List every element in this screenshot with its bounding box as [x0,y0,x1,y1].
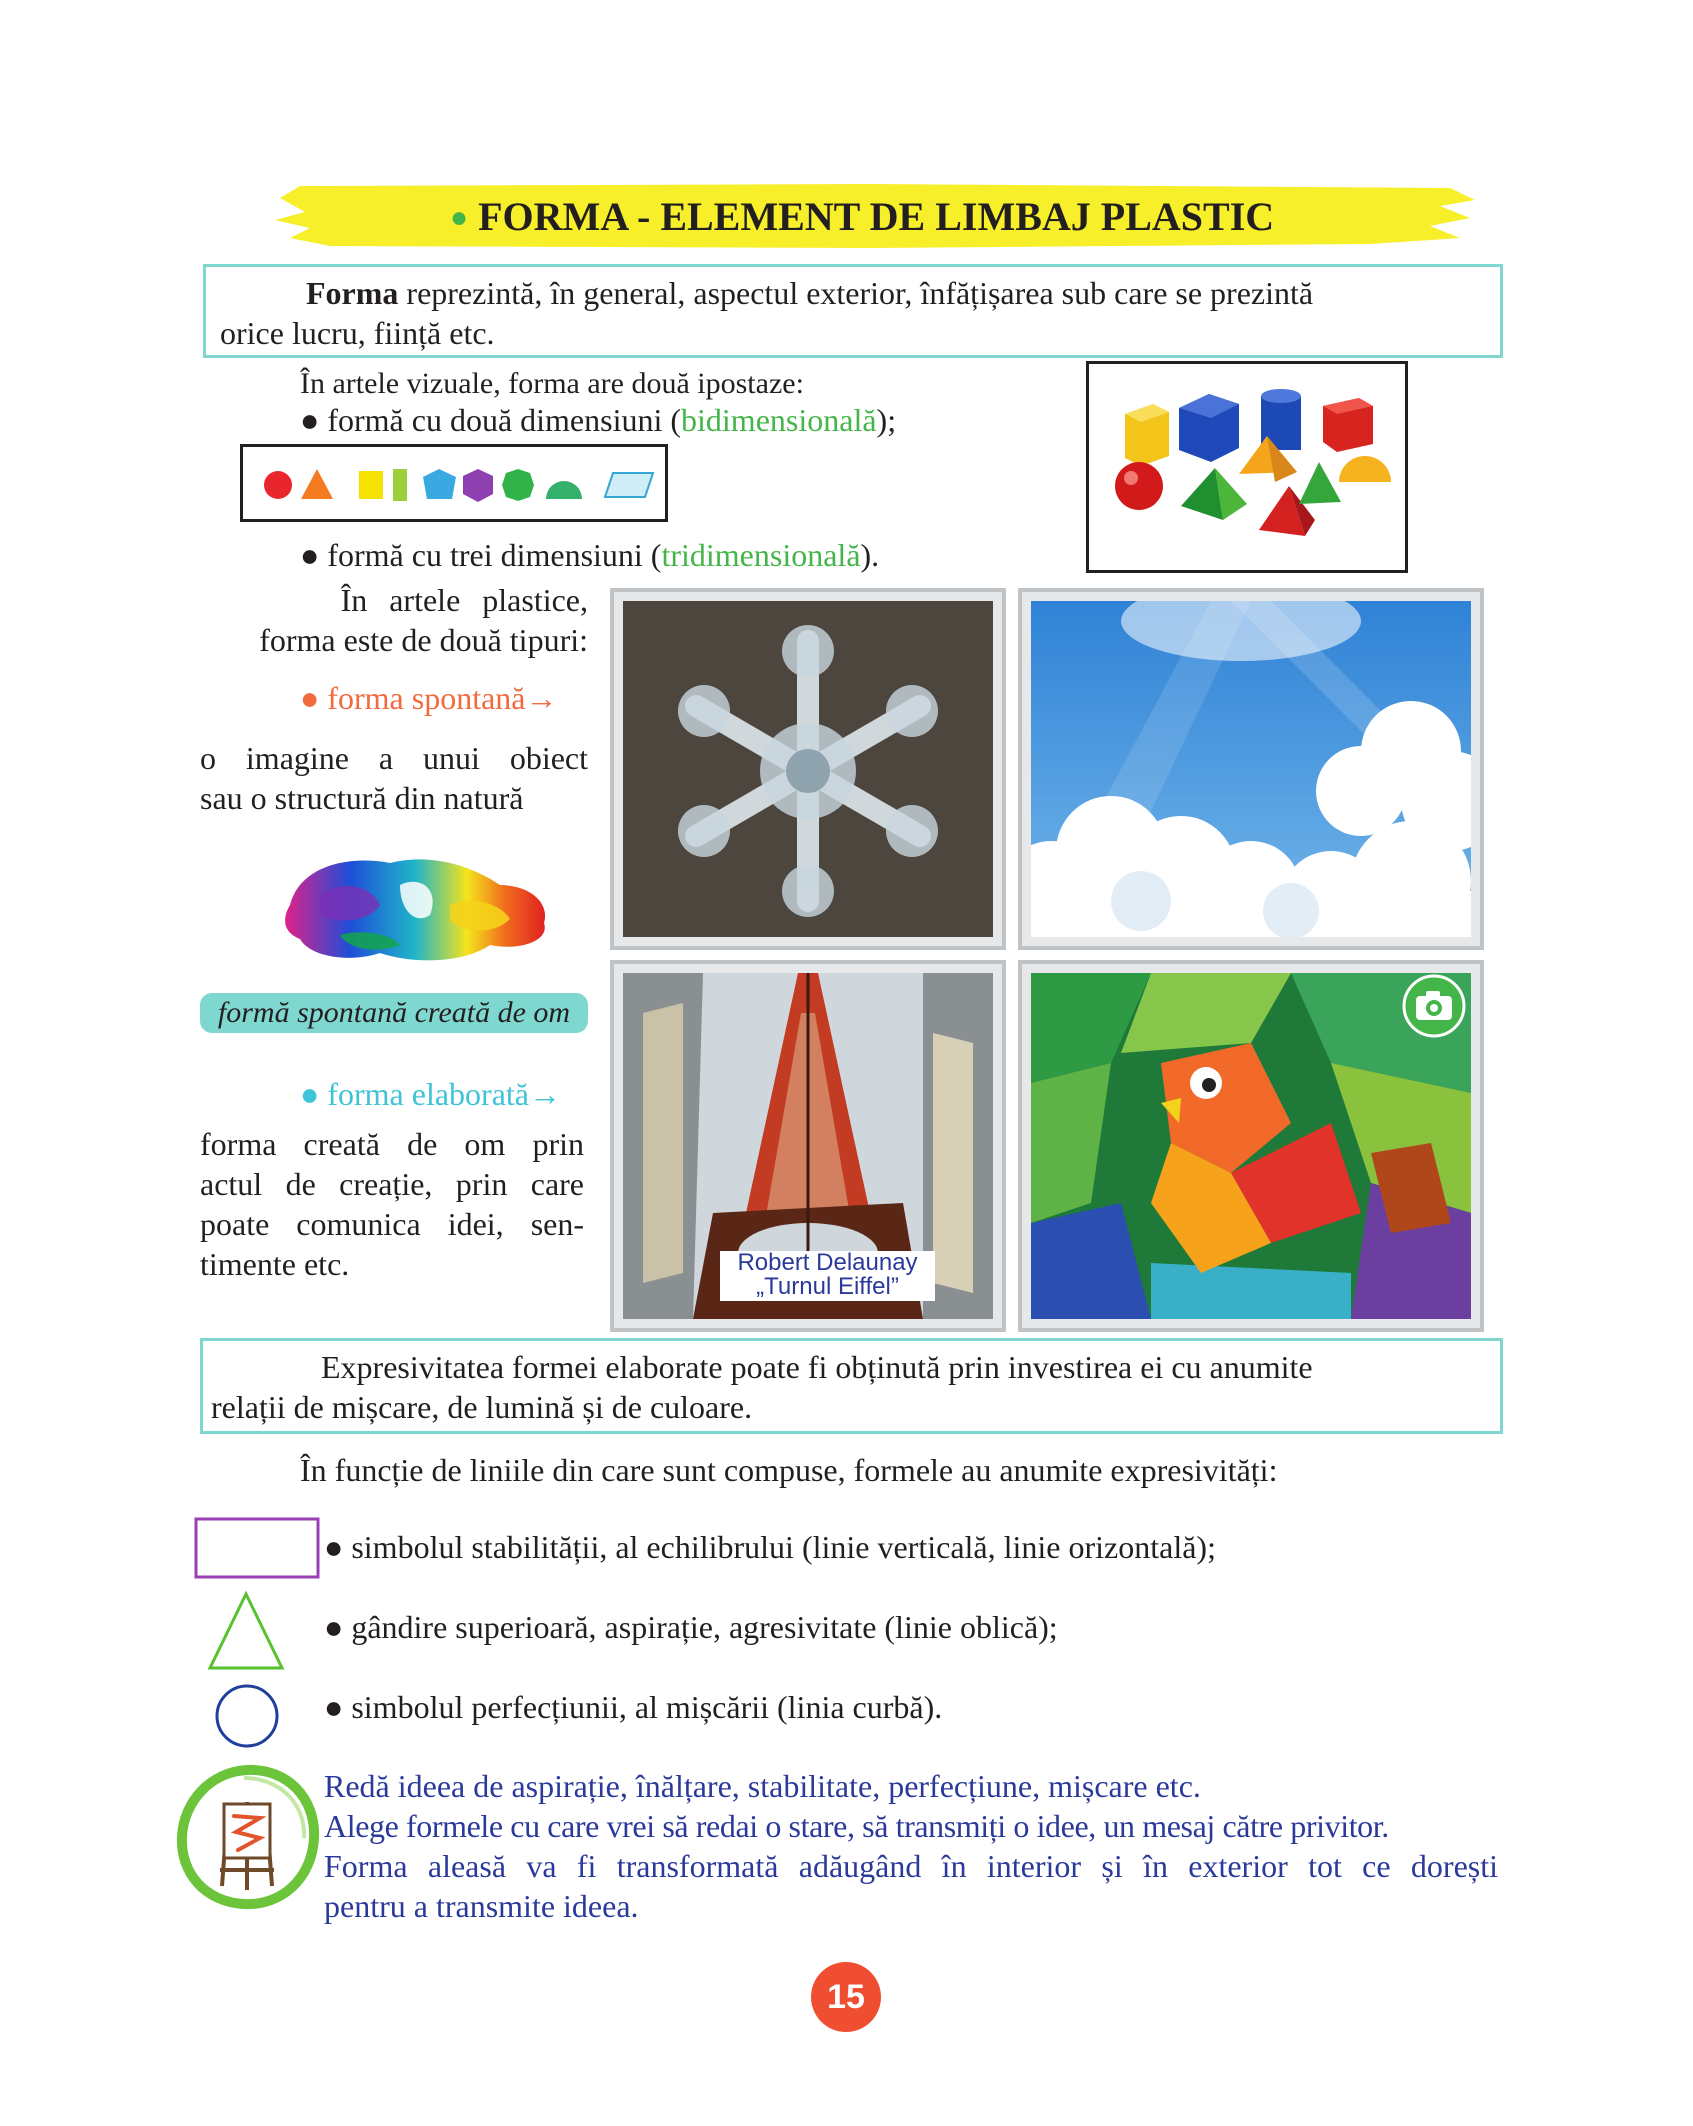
two-d-suffix: ); [876,402,897,438]
solids-illustration [1089,364,1405,570]
spontaneous-desc-2: sau o structură din natură [200,780,524,816]
three-d-line [300,535,879,575]
definition-box [203,264,1503,358]
plastic-arts-intro-1: În artele plastice, [340,582,588,618]
expressivity-text-1: Expresivitatea formei elaborate poate fi obținută prin investirea ei cu anumite [321,1349,1313,1385]
flat-shapes-illustration [243,447,665,519]
two-d-prefix: ● formă cu două dimensiuni ( [300,402,682,438]
task-line-1: Redă ideea de aspirație, înălțare, stabilitate, perfecțiune, mișcare etc. [324,1768,1201,1804]
circle-shape [214,1683,280,1749]
definition-text-2: orice lucru, ființă etc. [220,315,495,351]
three-d-prefix: ● formă cu trei dimensiuni ( [300,537,662,573]
shape-meaning-stability: ● simbolul stabilității, al echilibrului (linie verticală, linie orizontală); [324,1529,1216,1565]
painting-caption [720,1251,935,1301]
page-number-badge [811,1962,881,2032]
task-line-3: Forma aleasă va fi transformată adăugând în interior și în exterior tot ce dorești [324,1848,1498,1884]
camera-icon [1402,974,1466,1038]
spontaneous-caption-text: formă spontană creată de om [217,996,571,1029]
easel-icon [172,1762,322,1912]
task-text [324,1766,1498,1926]
shape-meaning-perfection: ● simbolul perfecțiunii, al mișcării (linia curbă). [324,1689,943,1725]
three-d-term: tridimensională [661,537,861,573]
triangle-shape [206,1590,286,1672]
elaborate-desc-4: timente etc. [200,1246,350,1282]
plastic-arts-intro-2: forma este de două tipuri: [259,622,588,658]
visual-arts-intro: În artele vizuale, forma are două ipostaze: [300,367,804,400]
rooster-mosaic [1018,960,1484,1332]
shape-meaning-aspiration: ● gândire superioară, aspirație, agresivitate (linie oblică); [324,1609,1058,1645]
page-title [450,193,1274,242]
sky-clouds-photo [1018,588,1484,950]
paint-blob-image [280,845,560,975]
elaborate-desc-1: forma creată de om prin [200,1126,584,1162]
three-d-suffix: ). [860,537,880,573]
spontaneous-label: ● forma spontană→ [300,680,558,716]
elaborate-desc-3: poate comunica idei, sen- [200,1206,584,1242]
title-text: FORMA - ELEMENT DE LIMBAJ PLASTIC [478,194,1275,239]
spontaneous-desc-1: o imagine a unui obiect [200,740,588,776]
task-line-4: pentru a transmite ideea. [324,1888,639,1924]
title-bullet: ● [450,201,469,234]
two-d-line [300,400,896,440]
rectangle-shape [194,1517,320,1579]
definition-term: Forma [306,275,399,311]
painting-artist: Robert Delaunay [737,1249,918,1276]
lines-intro: În funcție de liniile din care sunt compuse, formele au anumite expresivități: [300,1452,1278,1488]
snowflake-photo [610,588,1006,950]
expressivity-text-2: relații de mișcare, de lumină și de culoare. [211,1389,753,1425]
elaborate-label: ● forma elaborată→ [300,1076,561,1112]
task-line-2: Alege formele cu care vrei să redai o stare, să transmiți o idee, un mesaj către privitor. [324,1808,1389,1844]
page-number: 15 [827,1978,865,2016]
definition-text-1: reprezintă, în general, aspectul exterior, înfățișarea sub care se prezintă [398,275,1314,311]
flat-shapes-box [240,444,668,522]
solids-box [1086,361,1408,573]
two-d-term: bidimensională [681,402,877,438]
expressivity-box [200,1338,1503,1434]
elaborate-desc-2: actul de creație, prin care [200,1166,584,1202]
painting-title: „Turnul Eiffel” [756,1273,899,1300]
spontaneous-caption [200,993,588,1033]
